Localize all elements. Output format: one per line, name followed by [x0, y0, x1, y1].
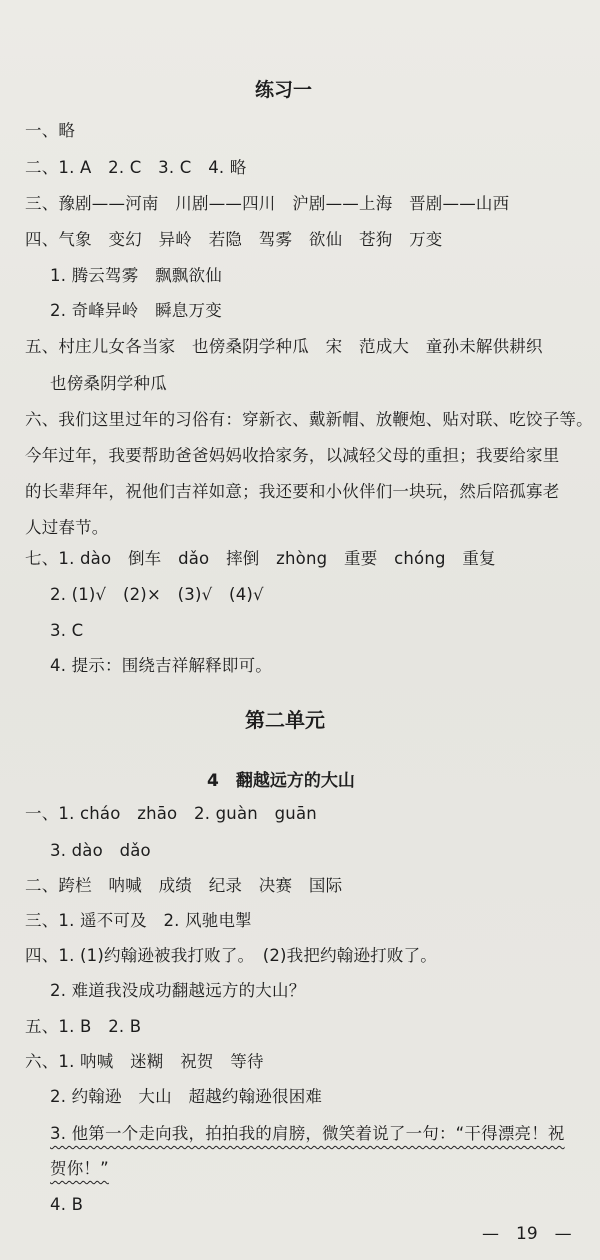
wavy-underlined-text: 贺你！” [50, 1159, 109, 1178]
answer-5-continued: 也傍桑阴学种瓜 [50, 374, 167, 393]
lesson-answer-4-2: 2. 难道我没成功翻越远方的大山？ [50, 981, 306, 1000]
lesson-answer-6-2: 2. 约翰逊 大山 超越约翰逊很困难 [50, 1087, 323, 1106]
lesson-answer-1: 一、1. cháo zhāo 2. guàn guān [25, 804, 317, 823]
answer-7-2: 2. (1)√ (2)× (3)√ (4)√ [50, 585, 264, 604]
answer-2: 二、1. A 2. C 3. C 4. 略 [25, 158, 247, 177]
answer-7: 七、1. dào 倒车 dǎo 摔倒 zhòng 重要 chóng 重复 [25, 549, 496, 568]
answer-4-1: 1. 腾云驾雾 飘飘欲仙 [50, 266, 222, 285]
lesson-answer-6-3-line-1 [50, 1123, 565, 1145]
section-title-exercise-1: 练习一 [255, 79, 313, 101]
answer-5: 五、村庄儿女各当家 也傍桑阴学种瓜 宋 范成大 童孙未解供耕织 [25, 337, 543, 356]
answer-6-line-2: 今年过年，我要帮助爸爸妈妈收拾家务，以减轻父母的重担；我要给家里 [25, 446, 560, 465]
lesson-answer-6-3-line-2 [50, 1158, 109, 1180]
answer-4-2: 2. 奇峰异岭 瞬息万变 [50, 301, 222, 320]
answer-7-4: 4. 提示：围绕吉祥解释即可。 [50, 656, 272, 675]
lesson-answer-2: 二、跨栏 呐喊 成绩 纪录 决赛 国际 [25, 876, 343, 895]
lesson-answer-6-4: 4. B [50, 1195, 84, 1214]
answer-4: 四、气象 变幻 异岭 若隐 驾雾 欲仙 苍狗 万变 [25, 230, 443, 249]
lesson-answer-3: 三、1. 遥不可及 2. 风驰电掣 [25, 911, 252, 930]
answer-1: 一、略 [25, 121, 76, 140]
lesson-title: 4 翻越远方的大山 [207, 771, 355, 791]
answer-6-line-4: 人过春节。 [25, 518, 109, 537]
lesson-answer-6: 六、1. 呐喊 迷糊 祝贺 等待 [25, 1052, 264, 1071]
lesson-answer-1-3: 3. dào dǎo [50, 841, 151, 860]
answer-7-3: 3. C [50, 621, 84, 640]
unit-title: 第二单元 [245, 708, 325, 732]
answer-6-line-1: 六、我们这里过年的习俗有：穿新衣、戴新帽、放鞭炮、贴对联、吃饺子等。 [25, 410, 593, 429]
answer-6-line-3: 的长辈拜年，祝他们吉祥如意；我还要和小伙伴们一块玩，然后陪孤寡老 [25, 482, 560, 501]
page-number: — 19 — [482, 1224, 572, 1244]
lesson-answer-4: 四、1. (1)约翰逊被我打败了。 (2)我把约翰逊打败了。 [25, 946, 437, 965]
answer-3: 三、豫剧——河南 川剧——四川 沪剧——上海 晋剧——山西 [25, 194, 510, 213]
wavy-underlined-text: 3. 他第一个走向我，拍拍我的肩膀，微笑着说了一句：“干得漂亮！祝 [50, 1124, 565, 1143]
lesson-answer-5: 五、1. B 2. B [25, 1017, 142, 1036]
